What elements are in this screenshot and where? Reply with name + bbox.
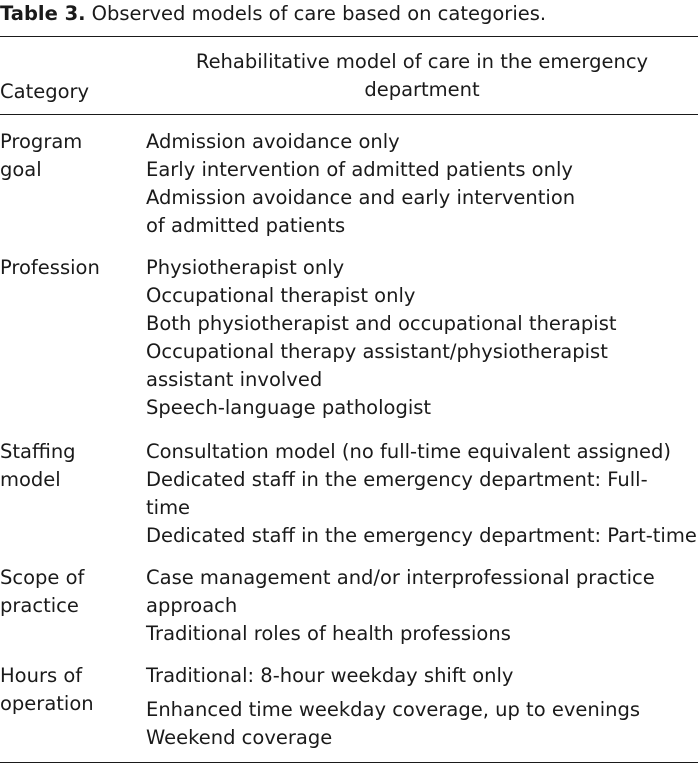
- row-item: Admission avoidance only: [146, 130, 400, 153]
- row-item: Early intervention of admitted patients only: [146, 158, 573, 181]
- row-item: Weekend coverage: [146, 726, 333, 749]
- row-category-line1: Hours of: [0, 664, 83, 687]
- row-item: Occupational therapist only: [146, 284, 416, 307]
- row-items: [146, 438, 698, 550]
- row-category-line2: operation: [0, 692, 94, 715]
- row-category-line2: goal: [0, 158, 42, 181]
- row-items: [146, 564, 698, 648]
- row-category-line1: Profession: [0, 256, 100, 279]
- row-item: Traditional roles of health professions: [146, 622, 511, 645]
- row-category: [0, 128, 140, 184]
- row-item: Consultation model (no full-time equivalent assigned): [146, 440, 672, 463]
- table-bottom-rule: [0, 762, 698, 763]
- row-item: of admitted patients: [146, 214, 346, 237]
- row-item: Traditional: 8-hour weekday shift only: [146, 664, 514, 687]
- column-header-model-line2: department: [364, 78, 480, 101]
- row-category-line2: model: [0, 468, 61, 491]
- column-header-model: [146, 48, 698, 104]
- row-items: [146, 254, 698, 422]
- table-caption-label: Table 3.: [0, 2, 86, 25]
- row-category-line2: practice: [0, 594, 79, 617]
- row-item: time: [146, 496, 191, 519]
- row-category-line1: Staffing: [0, 440, 76, 463]
- row-item: Speech-language pathologist: [146, 396, 432, 419]
- row-items: [146, 128, 698, 240]
- table-top-rule: [0, 36, 698, 37]
- table-caption: [0, 2, 546, 26]
- row-category-line1: Program: [0, 130, 83, 153]
- row-item: Occupational therapy assistant/physiotherapist: [146, 340, 608, 363]
- row-item: Admission avoidance and early intervention: [146, 186, 576, 209]
- row-item: Physiotherapist only: [146, 256, 345, 279]
- table-caption-text: Observed models of care based on categories.: [91, 2, 547, 25]
- row-category-line1: Scope of: [0, 566, 85, 589]
- column-header-category: Category: [0, 80, 90, 103]
- row-item: Dedicated staff in the emergency department: Part-time: [146, 524, 697, 547]
- column-header-model-line1: Rehabilitative model of care in the emergency: [195, 50, 649, 73]
- row-category: [0, 662, 140, 718]
- table-header-rule: [0, 114, 698, 115]
- row-category: [0, 438, 140, 494]
- row-category: [0, 254, 140, 282]
- row-item: Both physiotherapist and occupational therapist: [146, 312, 617, 335]
- row-category: [0, 564, 140, 620]
- row-item: approach: [146, 594, 238, 617]
- row-item: Case management and/or interprofessional practice: [146, 566, 655, 589]
- row-item: Dedicated staff in the emergency department: Full-: [146, 468, 648, 491]
- row-item: assistant involved: [146, 368, 323, 391]
- row-item: Enhanced time weekday coverage, up to evenings: [146, 698, 641, 721]
- row-items: [146, 662, 698, 752]
